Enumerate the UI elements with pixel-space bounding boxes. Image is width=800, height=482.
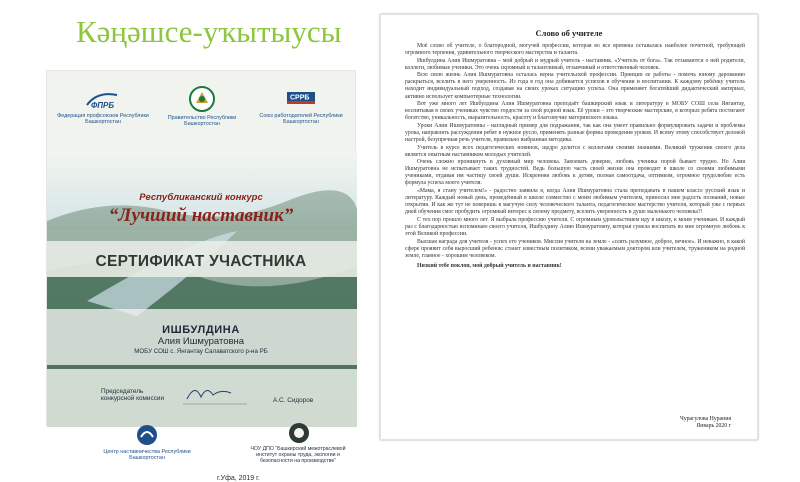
participant-surname: ИШБУЛДИНА xyxy=(162,324,240,336)
chair-label: Председатель конкурсной комиссии xyxy=(101,388,165,403)
svg-text:СРРБ: СРРБ xyxy=(290,94,310,102)
teacher-letter-page xyxy=(380,14,758,440)
letter-paragraph: Моё слово об учителе, о благородной, могучей профессии, которая во все времена оставалась наиболее почетной, требующей огромного терпения, удивительного творческого мастерства и таланта. xyxy=(405,43,745,57)
letter-paragraph: С тех пор прошло много лет. Я выбрала профессию учителя. С огромным удовольствием иду в школу, к моим ученикам. И каждый раз с благодарностью вспоминаю своего учителя, Ишбулдину Алию Ишмуратовну, которая сумела воспитать во мне огромную любовь к этой Великой профессии. xyxy=(405,216,745,237)
letter-paragraph: Ишбулдина Алия Ишмуратовна – мой добрый и мудрый учитель - наставник. «Учитель от бога». Так отзываются о ней родители, коллеги, любимые ученики. Это очень скромный и талантливый, отзывчивый и ответственный человек. xyxy=(405,57,745,71)
letter-paragraph: Очень сложно проникнуть в духовный мир человека. Завоевать доверие, любовь ученика порой бывает трудно. Но Алия Ишмуратовна не испытывает таких трудностей. Ведь большую часть своей жизни она проводит в школе со своими любимыми учениками, отдавая им частицу своей души. Искренняя любовь к детям, полная самоотдача, оптимизм, огромное трудолюбие есть формула успеха моего учителя. xyxy=(405,159,745,187)
government-caption: Правительство Республики Башкортостан xyxy=(167,115,237,128)
participant-certificate xyxy=(46,70,356,482)
certificate-heading: СЕРТИФИКАТ УЧАСТНИКА xyxy=(95,253,307,270)
mentorship-center-caption: Центр наставничества Республики Башкортостан xyxy=(103,449,191,462)
chair-signature xyxy=(47,71,357,427)
contest-label: Республиканский конкурс xyxy=(139,192,263,203)
letter-paragraph: Всю свою жизнь Алия Ишмуратовна осталась верна учительской профессии. Принцип ее работы - помочь юному дарованию раскрыться, вселить в него уверенность. Из года в год она добивается успехов в обучении и воспитании. К каждому ребёнку учитель находит индивидуальный подход, создавая на своих уроках ситуацию успеха. Она применяет богатейший дидактический материал, активно использует компьютерные технологии. xyxy=(405,72,745,100)
employers-union-caption: Союз работодателей Республики Башкортостан xyxy=(259,113,343,126)
institute-caption: ЧОУ ДПО “Башкирский межотраслевой институт охраны труда, экологии и безопасности на производстве” xyxy=(250,446,346,464)
letter-body xyxy=(405,43,745,270)
letter-title: Слово об учителе xyxy=(535,28,603,38)
letter-signature-date: Январь 2020 г xyxy=(696,423,731,429)
certificate-city-year: г.Уфа, 2019 г. xyxy=(217,475,260,482)
letter-paragraph: Уроки Алии Ишмуратовны - наглядный пример для подражания, так как она умеет правильно формулировать задачи и проблемы урока, направлять рассуждения ребят в нужное русло, применять разные формы проведения уроков. И всему этому способствует деловой настрой, безупречная речь учителя, правильно выбранная методика. xyxy=(405,122,745,143)
institute-emblem-icon xyxy=(287,421,311,445)
participant-given-names: Алия Ишмуратовна xyxy=(157,336,245,347)
letter-paragraph: Высшая награда для учителя - успех его учеников. Миссия учителя на земле - «сеять разумное, доброе, вечное». И неважно, в какой сфере проявит себя выросший ребенок: станет известным политиком, всеми уважаемым доктором или учителем, тружеником на родной земле, главное - хорошим человеком. xyxy=(405,238,745,259)
participant-school: МОБУ СОШ с. Янгантау Салаватского р-на РБ xyxy=(134,348,268,355)
federation-caption: Федерация профсоюзов Республики Башкортостан xyxy=(57,113,149,126)
letter-signature xyxy=(680,416,731,430)
contest-name: “Лучший наставник” xyxy=(108,205,294,226)
chair-name: А.С. Сидоров xyxy=(273,397,314,404)
svg-text:ФПРБ: ФПРБ xyxy=(91,101,114,110)
letter-paragraph: Вот уже много лет Ишбулдина Алия Ишмуратовна преподаёт башкирский язык и литературу в МОБУ СОШ села Янгантау, воспитывая в своих учениках чувство гордости за свой родной язык. Её уроки – это творческие мастерские, в которых ребята постигают богатство, уникальность, выразительность, красоту и благозвучие материнского языка. xyxy=(405,101,745,122)
slide-title: Кәңәшсе-уҡытыусы xyxy=(76,14,342,49)
letter-paragraph: Учитель в курсе всех педагогических новинок, щедро делится с коллегами своими знаниями. Великий труженик своего дела является опытным наставником молодых учителей. xyxy=(405,144,745,158)
letter-closing: Низкий тебе поклон, мой добрый учитель и наставник! xyxy=(417,262,562,269)
mentorship-center-emblem-icon xyxy=(135,423,159,447)
letter-signature-name: Чурагулова Нурания xyxy=(679,416,731,422)
letter-paragraph: «Мама, я стану учителем!» - радостно заявила я, когда Алия Ишмуратовна стала преподавать в нашем классе русский язык и литературу. Каждый новый день, проведённый в школе совместно с моим любимым учителем, приносил мне радость познаний, новые открытия. И как же тут не поверишь в магучую силу человеческого таланта, педагогическое мастерство учителя, который уже с первых дней обучения смог пробудить огромный интерес к своему предмету, вселить уверенность в душе маленького человека?! xyxy=(405,188,745,216)
